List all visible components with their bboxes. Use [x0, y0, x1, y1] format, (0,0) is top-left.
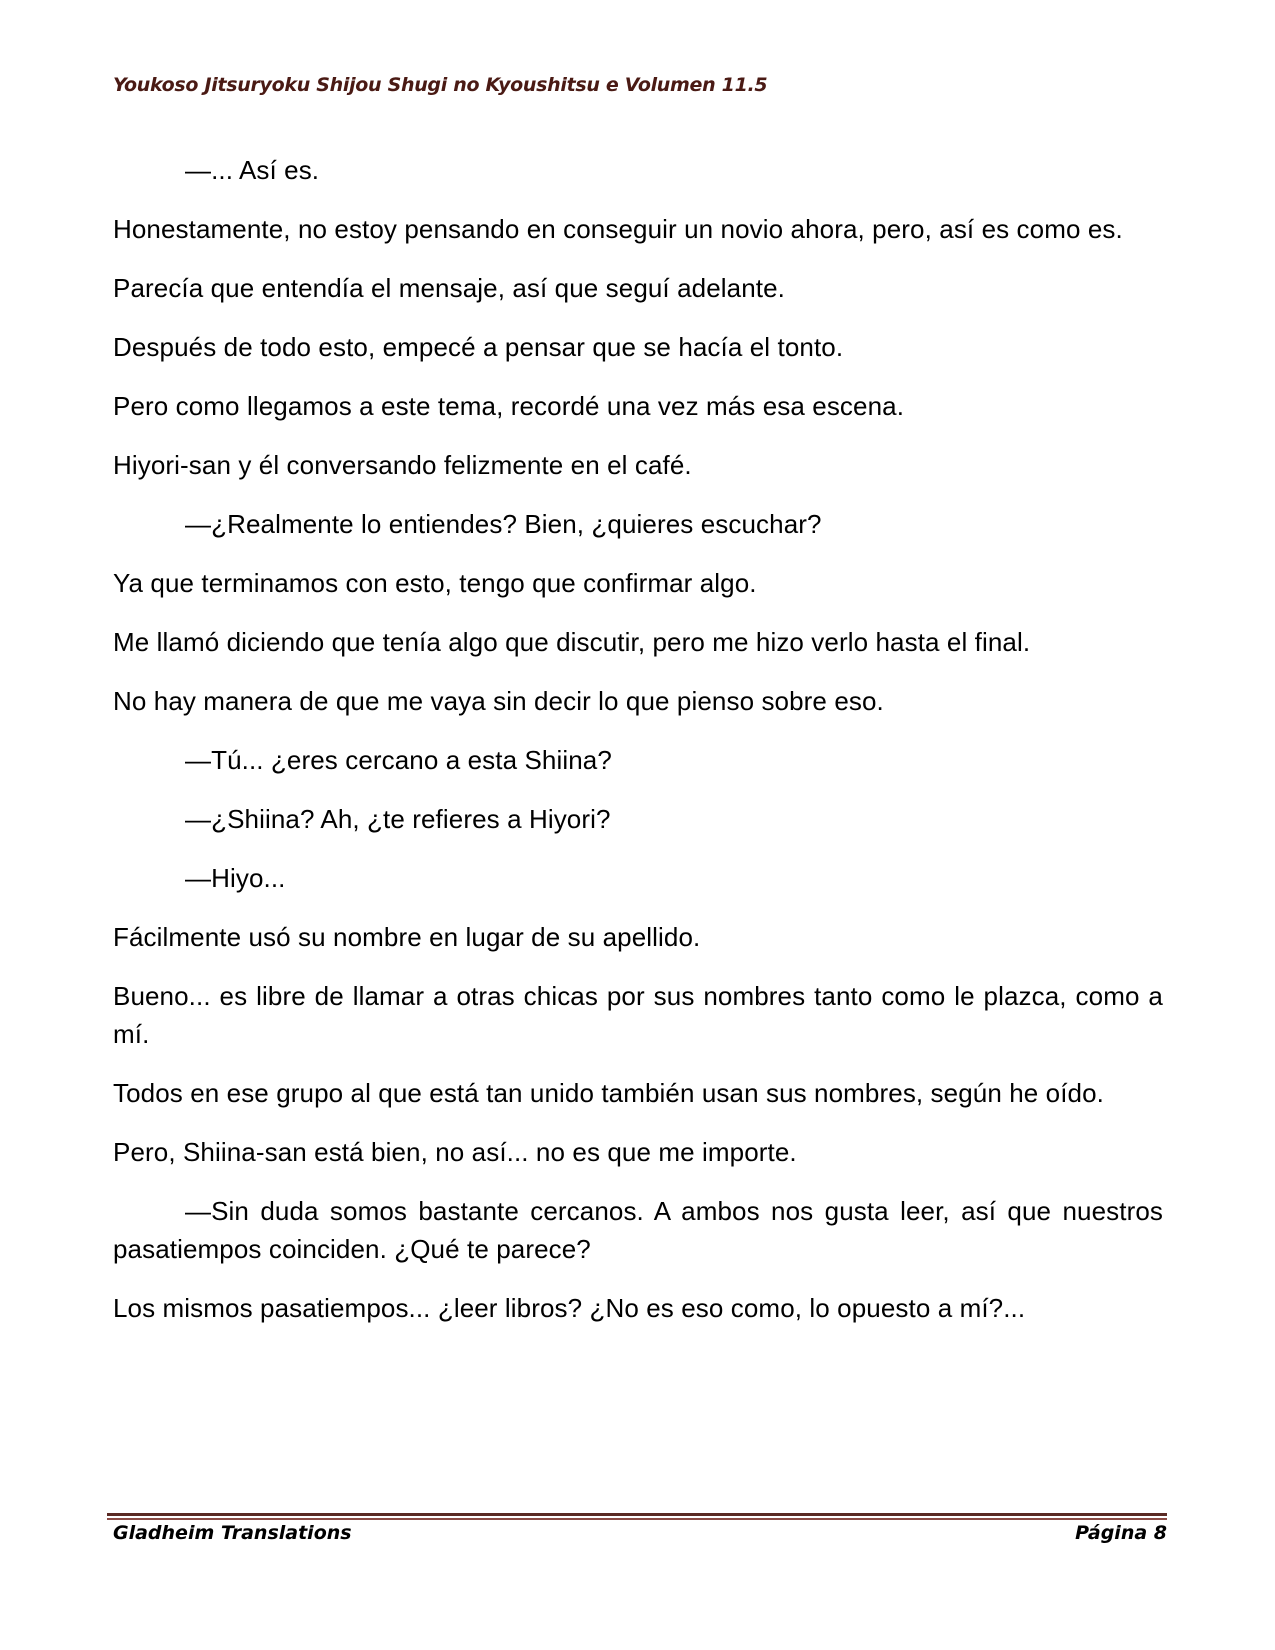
paragraph: Pero, Shiina-san está bien, no así... no es que me importe.	[113, 1137, 797, 1167]
paragraph: Me llamó diciendo que tenía algo que discutir, pero me hizo verlo hasta el final.	[113, 627, 1031, 657]
footer-divider	[107, 1513, 1167, 1516]
paragraph: Pero como llegamos a este tema, recordé una vez más esa escena.	[113, 391, 905, 421]
paragraph: Bueno... es libre de llamar a otras chicas por sus nombres tanto como le plazca, como a mí.	[113, 981, 1163, 1049]
paragraph: —¿Shiina? Ah, ¿te refieres a Hiyori?	[185, 804, 611, 834]
footer-page-number: Página 8	[1075, 1522, 1167, 1544]
paragraph: —... Así es.	[185, 155, 320, 185]
paragraph: Fácilmente usó su nombre en lugar de su apellido.	[113, 922, 701, 952]
paragraph: —¿Realmente lo entiendes? Bien, ¿quieres escuchar?	[185, 509, 822, 539]
paragraph: Honestamente, no estoy pensando en conseguir un novio ahora, pero, así es como es.	[113, 214, 1123, 244]
paragraph: —Hiyo...	[185, 863, 286, 893]
paragraph: No hay manera de que me vaya sin decir lo que pienso sobre eso.	[113, 686, 884, 716]
paragraph: Los mismos pasatiempos... ¿leer libros? ¿No es eso como, lo opuesto a mí?...	[113, 1293, 1026, 1323]
paragraph: —Sin duda somos bastante cercanos. A ambos nos gusta leer, así que nuestros pasatiempos coinciden. ¿Qué te parece?	[113, 1196, 1163, 1264]
footer-publisher: Gladheim Translations	[113, 1522, 352, 1544]
paragraph: —Tú... ¿eres cercano a esta Shiina?	[185, 745, 612, 775]
paragraph: Después de todo esto, empecé a pensar que se hacía el tonto.	[113, 332, 844, 362]
paragraph: Hiyori-san y él conversando felizmente en el café.	[113, 450, 692, 480]
paragraph: Todos en ese grupo al que está tan unido también usan sus nombres, según he oído.	[113, 1078, 1104, 1108]
footer-divider-secondary	[107, 1518, 1167, 1520]
paragraph: Parecía que entendía el mensaje, así que seguí adelante.	[113, 273, 785, 303]
page-body	[113, 151, 1163, 1348]
page-header-title: Youkoso Jitsuryoku Shijou Shugi no Kyoushitsu e Volumen 11.5	[113, 74, 768, 96]
paragraph: Ya que terminamos con esto, tengo que confirmar algo.	[113, 568, 757, 598]
